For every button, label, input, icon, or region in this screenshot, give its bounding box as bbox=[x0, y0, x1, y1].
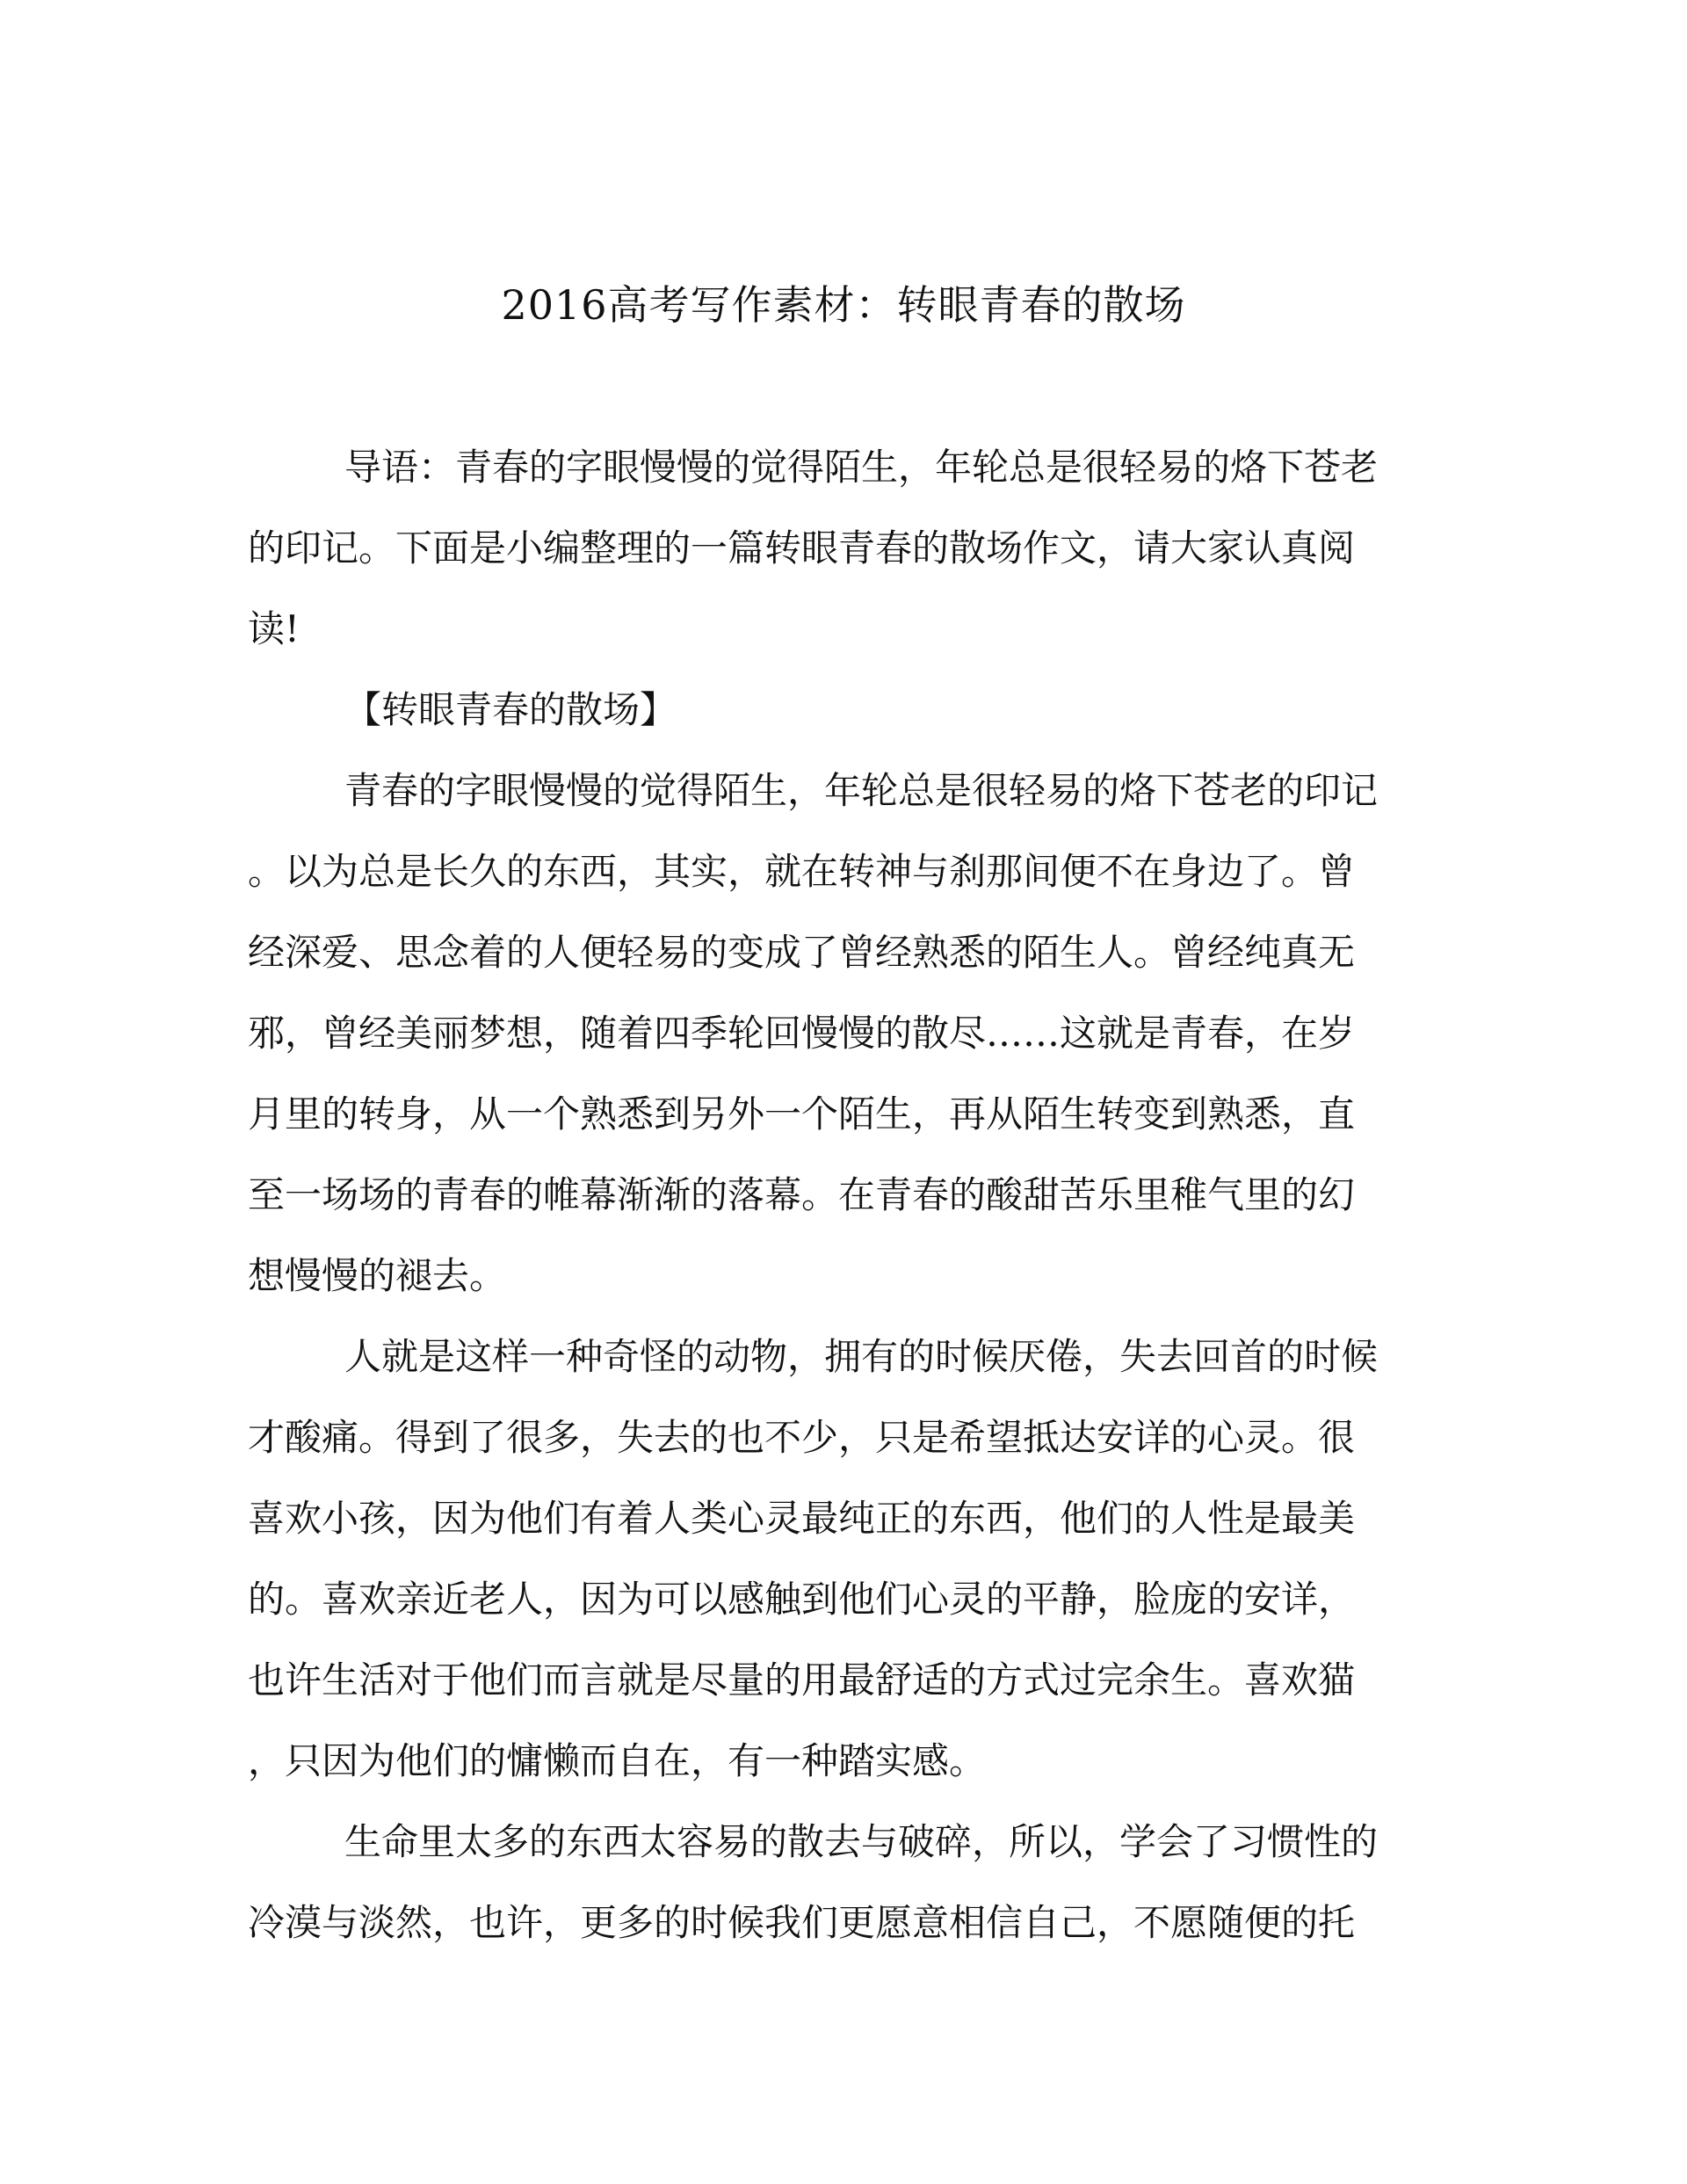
paragraph-2-line-2: 才酸痛。得到了很多，失去的也不少，只是希望抵达安详的心灵。很 bbox=[248, 1416, 1356, 1459]
paragraph-3-line-1: 生命里太多的东西太容易的散去与破碎，所以，学会了习惯性的 bbox=[344, 1820, 1379, 1863]
paragraph-1-line-4: 邪，曾经美丽梦想，随着四季轮回慢慢的散尽……这就是青春，在岁 bbox=[248, 1012, 1356, 1055]
paragraph-1-line-2: 。以为总是长久的东西，其实，就在转神与刹那间便不在身边了。曾 bbox=[248, 850, 1356, 893]
paragraph-1-line-3: 经深爱、思念着的人便轻易的变成了曾经熟悉的陌生人。曾经纯真无 bbox=[248, 931, 1356, 974]
intro-line-1: 导语：青春的字眼慢慢的觉得陌生，年轮总是很轻易的烙下苍老 bbox=[344, 446, 1379, 489]
document-title: 2016高考写作素材：转眼青春的散场 bbox=[501, 281, 1186, 329]
paragraph-2-line-6: ，只因为他们的慵懒而自在，有一种踏实感。 bbox=[248, 1739, 987, 1782]
paragraph-2-line-1: 人就是这样一种奇怪的动物，拥有的时候厌倦，失去回首的时候 bbox=[344, 1335, 1379, 1378]
paragraph-2-line-4: 的。喜欢亲近老人，因为可以感触到他们心灵的平静，脸庞的安详， bbox=[248, 1578, 1356, 1621]
paragraph-2-line-3: 喜欢小孩，因为他们有着人类心灵最纯正的东西，他们的人性是最美 bbox=[248, 1497, 1356, 1540]
intro-line-3: 读! bbox=[248, 607, 300, 650]
paragraph-1-line-7: 想慢慢的褪去。 bbox=[248, 1254, 507, 1297]
paragraph-1-line-1: 青春的字眼慢慢的觉得陌生，年轮总是很轻易的烙下苍老的印记 bbox=[344, 769, 1379, 812]
paragraph-2-line-5: 也许生活对于他们而言就是尽量的用最舒适的方式过完余生。喜欢猫 bbox=[248, 1658, 1356, 1701]
paragraph-3-line-2: 冷漠与淡然，也许，更多的时候我们更愿意相信自己，不愿随便的托 bbox=[248, 1901, 1356, 1944]
intro-line-2: 的印记。下面是小编整理的一篇转眼青春的散场作文，请大家认真阅 bbox=[248, 526, 1356, 570]
section-heading: 【转眼青春的散场】 bbox=[344, 688, 677, 731]
paragraph-1-line-6: 至一场场的青春的帷幕渐渐的落幕。在青春的酸甜苦乐里稚气里的幻 bbox=[248, 1173, 1356, 1216]
paragraph-1-line-5: 月里的转身，从一个熟悉到另外一个陌生，再从陌生转变到熟悉，直 bbox=[248, 1092, 1356, 1136]
